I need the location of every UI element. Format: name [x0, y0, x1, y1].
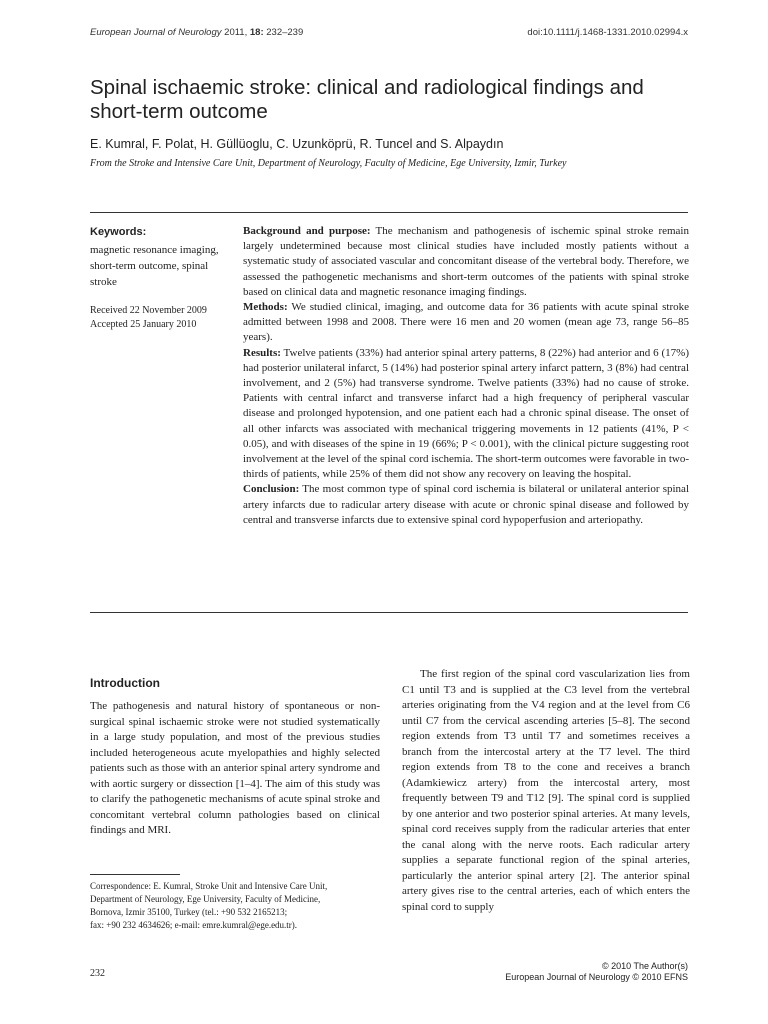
copyright-line: European Journal of Neurology © 2010 EFNS [505, 972, 688, 982]
article-dates [90, 304, 230, 332]
methods-text: We studied clinical, imaging, and outcome data for 36 patients with acute spinal stroke admitted between 1998 and 2008. There were 16 men and 20 women (mean age 73, range 56–85 years). [243, 301, 689, 344]
conclusion-text: The most common type of spinal cord ischemia is bilateral or unilateral anterior spinal artery infarcts due to radicular artery disease with acute or chronic spinal disease and followed by central and transverse infarcts due to extensive spinal cord hypoperfusion and arteriopathy. [243, 483, 689, 526]
abstract-top-rule [90, 212, 688, 213]
journal-volume: 18: [249, 27, 264, 38]
author-list: E. Kumral, F. Polat, H. Güllüoglu, C. Uzunköprü, R. Tuncel and S. Alpaydın [90, 137, 504, 151]
journal-name: European Journal of Neurology [90, 27, 222, 38]
background-text: The mechanism and pathogenesis of ischemic spinal stroke remain largely undetermined because most clinical studies have included mostly patients without a systematic study of associated vascular and concomitant disease of the vertebral body. Therefore, we assessed the pathogenetic mechanisms and short-term outcomes of the patients with spinal stroke based on clinical data and magnetic resonance imaging findings. [243, 225, 689, 298]
journal-pages: 232–239 [263, 27, 304, 38]
results-text: Twelve patients (33%) had anterior spinal artery patterns, 8 (22%) had anterior and 6 (17%) had posterior unilateral infarct, 5 (14%) had posterior spinal artery infarct pattern, 3 (8%) had central involvement, and 2 (5%) had transverse syndrome. Twelve patients (33%) had no cause of stroke. Patients with central infarct and transverse infarct had a high frequency of peripheral vascular disease and prolonged hypotension, and one patient each had a chronic spinal disease. The onset of all other infarcts was associated with mechanical triggering movements in 12 patients (41%, P < 0.05), and with diseases of the spine in 19 (66%; P < 0.001), with the clinical picture suggesting root involvement at the level of the spinal cord ischemia. The short-term outcomes were favorable in two-thirds of patients, while 25% of them did not show any recovery on leaving the hospital. [243, 346, 689, 481]
accepted-date: Accepted 25 January 2010 [90, 319, 197, 330]
running-header [90, 27, 303, 38]
article-title: Spinal ischaemic stroke: clinical and radiological findings and short-term outcome [90, 76, 644, 123]
keyword: spinal stroke [90, 260, 209, 288]
right-column-text: The first region of the spinal cord vascularization lies from C1 until T3 and is supplied at the C3 level from the vertebral arteries originating from the V4 region and at the level from C6 until C7 from the cervical ascending arteries [5–8]. The second region extends from T3 until T7 and sometimes receives a branch from the intercostal artery at the T7 level. The third region extends from T8 to the cone and receives a branch (Adamkiewicz artery) from the intercostal artery, most frequently between T9 and T12 [9]. The spinal cord is supplied by one anterior and two posterior spinal arteries. At many levels, spinal cord receives supply from the radicular arteries that enter the canal along with the nerve roots. Each radicular artery supplies a separate functional region of the spinal arteries, particularly the anterior spinal artery [2]. The anterior spinal artery gives rise to the central arteries, each of which enters the spinal cord to supply [402, 668, 690, 913]
correspondence-line: fax: +90 232 4634626; e-mail: emre.kumral@ege.edu.tr). [90, 920, 298, 930]
background-label: Background and purpose: [243, 225, 371, 237]
results-label: Results: [243, 346, 281, 359]
keyword: magnetic resonance imaging, [90, 244, 219, 256]
correspondence-note [90, 880, 385, 932]
correspondence-line: Department of Neurology, Ege University, Faculty of Medicine, [90, 894, 321, 904]
abstract-conclusion [243, 482, 689, 528]
section-heading: Introduction [90, 676, 160, 690]
conclusion-label: Conclusion: [243, 483, 300, 496]
received-date: Received 22 November 2009 [90, 305, 207, 316]
intro-paragraph: The pathogenesis and natural history of spontaneous or non-surgical spinal ischaemic stroke were not studied systematically in a large study population, and most of the previous studies included heterogeneous acute myelopathies and highly selected patients such as those with an anterior spinal artery syndrome and with aortic surgery or dissection [1–4]. The aim of this study was to clarify the pathogenetic mechanisms of acute spinal stroke and concomitant vertebral column pathologies based on clinical findings and MRI. [90, 700, 380, 836]
keywords-list [90, 242, 220, 290]
page-number: 232 [90, 968, 105, 979]
affiliation: From the Stroke and Intensive Care Unit, Department of Neurology, Faculty of Medicine, Ege University, Izmir, Turkey [90, 158, 567, 169]
correspondence-line: Bornova, Izmir 35100, Turkey (tel.: +90 532 2165213; [90, 907, 288, 917]
abstract-methods [243, 300, 689, 346]
copyright-footer [505, 961, 688, 983]
keyword: short-term outcome, [90, 260, 180, 272]
correspondence-line: Correspondence: E. Kumral, Stroke Unit and Intensive Care Unit, [90, 881, 328, 891]
abstract-bottom-rule [90, 612, 688, 613]
footnote-rule [90, 874, 180, 875]
abstract-results [243, 346, 689, 483]
copyright-line: © 2010 The Author(s) [601, 961, 688, 971]
journal-year: 2011, [221, 27, 250, 38]
abstract-background [243, 224, 689, 300]
abstract [243, 224, 689, 528]
methods-label: Methods: [243, 301, 288, 314]
keywords-heading: Keywords: [90, 226, 147, 238]
doi: doi:10.1111/j.1468-1331.2010.02994.x [527, 27, 688, 38]
